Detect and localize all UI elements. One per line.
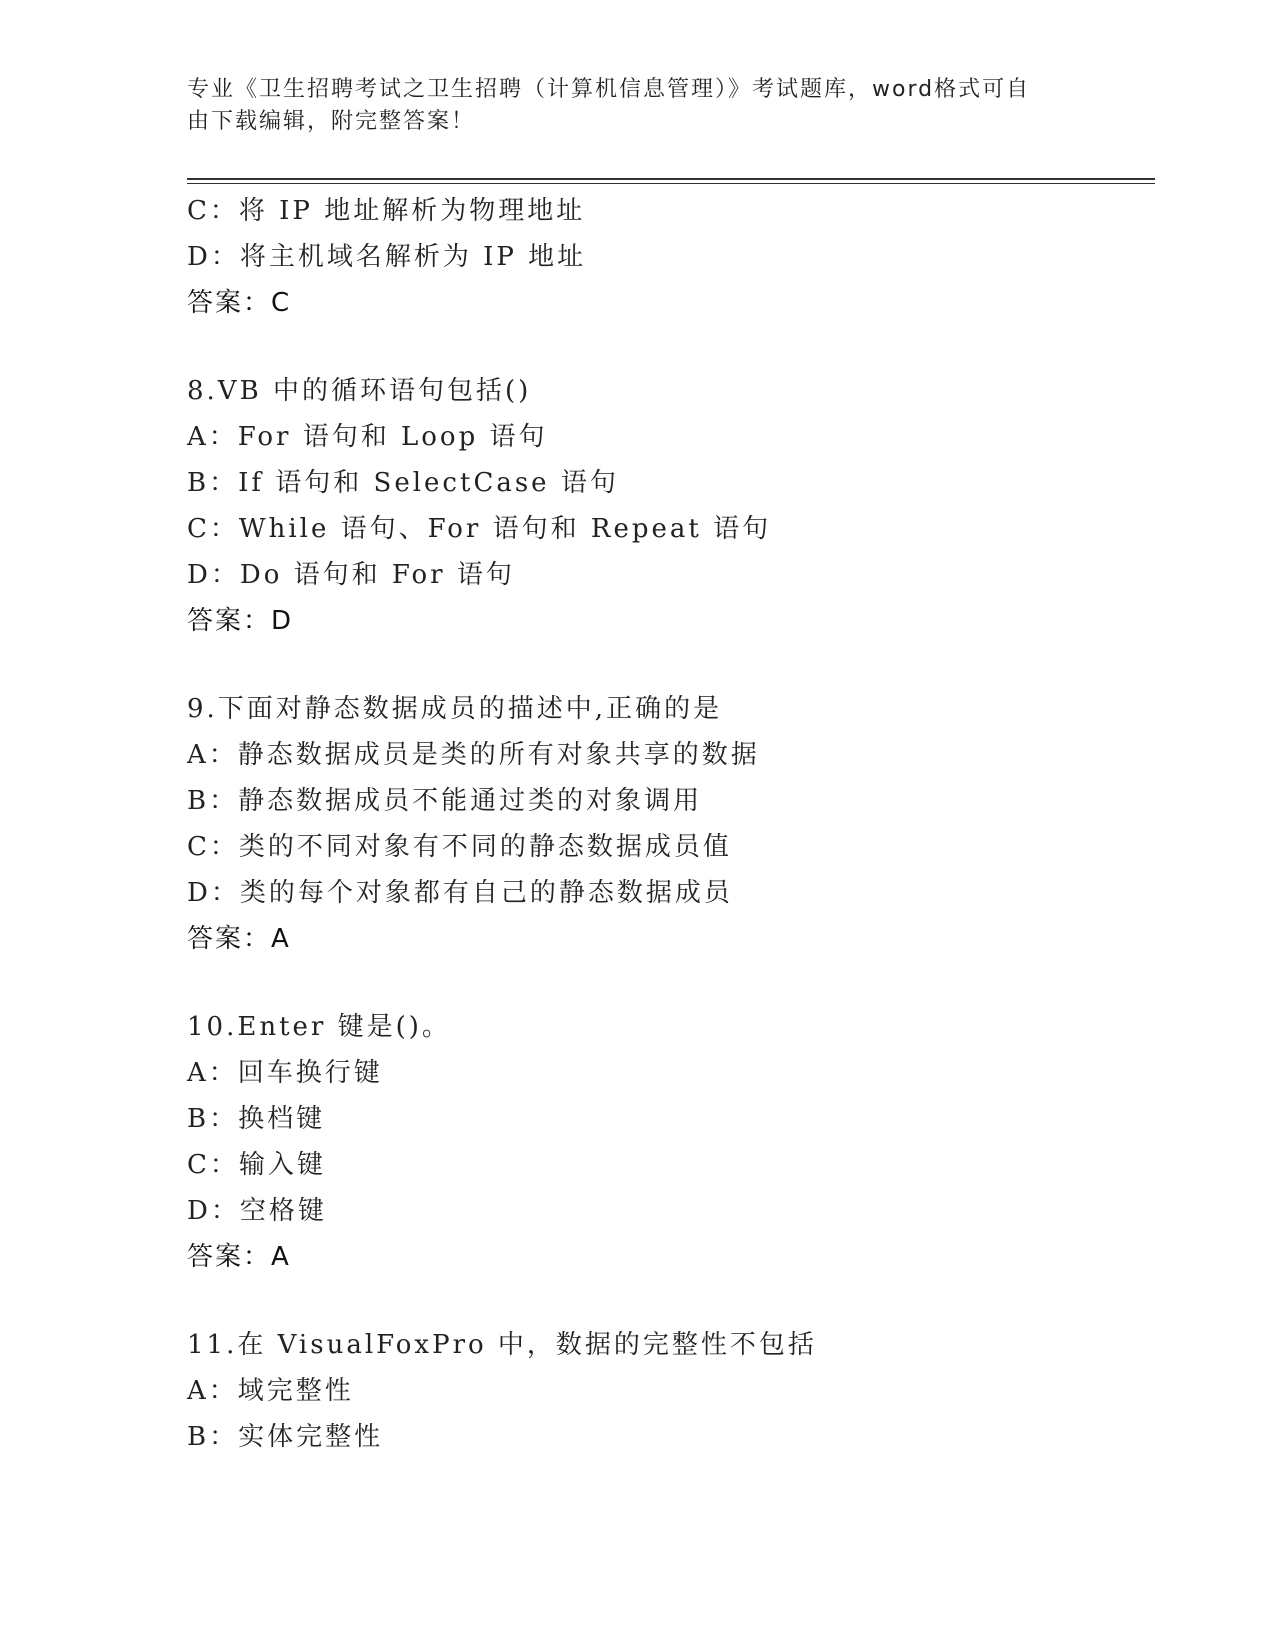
option-a: A：域完整性 [187,1376,354,1406]
answer-line: 答案：A [187,1242,291,1272]
document-header [187,74,1067,138]
option-b: B：实体完整性 [187,1422,384,1452]
spacer [187,326,1147,368]
option-c: C：类的不同对象有不同的静态数据成员值 [187,832,732,862]
option-a: A：回车换行键 [187,1058,383,1088]
header-line-1: 专业《卫生招聘考试之卫生招聘（计算机信息管理）》考试题库，word格式可自 [187,77,1031,102]
question-stem: 10.Enter 键是()。 [187,1012,451,1042]
answer-line: 答案：A [187,924,291,954]
option-c: C：输入键 [187,1150,326,1180]
option-b: B：换档键 [187,1104,326,1134]
header-divider-thick [187,178,1155,180]
option-d: D：类的每个对象都有自己的静态数据成员 [187,878,733,908]
answer-line: 答案：C [187,288,292,318]
question-stem: 8.VB 中的循环语句包括() [187,376,532,406]
option-d: D：Do 语句和 For 语句 [187,560,515,590]
spacer [187,644,1147,686]
option-a: A：静态数据成员是类的所有对象共享的数据 [187,740,760,770]
spacer [187,962,1147,1004]
option-d: D：空格键 [187,1196,327,1226]
question-stem: 11.在 VisualFoxPro 中，数据的完整性不包括 [187,1330,817,1360]
option-a: A：For 语句和 Loop 语句 [187,422,548,452]
question-list [187,188,1147,1460]
spacer [187,1280,1147,1322]
option-d: D：将主机域名解析为 IP 地址 [187,242,587,272]
option-b: B：If 语句和 SelectCase 语句 [187,468,619,498]
option-c: C：While 语句、For 语句和 Repeat 语句 [187,514,772,544]
option-b: B：静态数据成员不能通过类的对象调用 [187,786,703,816]
option-c: C：将 IP 地址解析为物理地址 [187,196,586,226]
question-stem: 9.下面对静态数据成员的描述中,正确的是 [187,694,723,724]
header-line-2: 由下载编辑，附完整答案！ [187,109,476,134]
answer-line: 答案：D [187,606,294,636]
header-divider-thin [187,183,1155,184]
